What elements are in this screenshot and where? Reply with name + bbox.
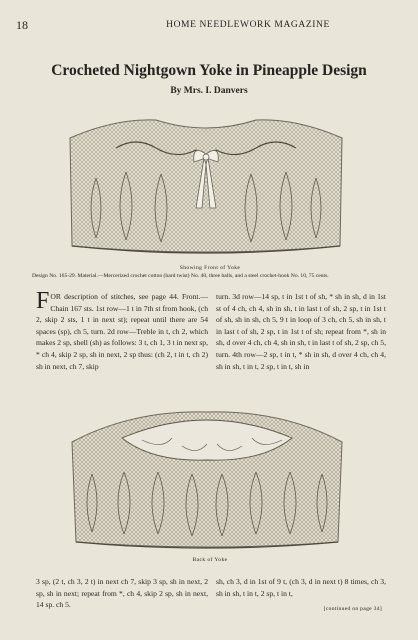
instructions-bottom-right: sh, ch 3, d in 1st of 9 t, (ch 3, d in next t) 8 times, ch 3, sh in sh, t in t, 2 sp, t in t, (216, 577, 386, 598)
instructions-left-column (36, 288, 208, 372)
back-yoke-caption: Back of Yoke (192, 557, 228, 563)
article-title: Crocheted Nightgown Yoke in Pineapple Design (51, 62, 367, 79)
front-yoke-caption: Showing Front of Yoke (179, 265, 241, 271)
continued-note: [continued on page 34] (323, 606, 382, 612)
instructions-bottom-left: 3 sp, (2 t, ch 3, 2 t) in next ch 7, skip 3 sp, sh in next, 2 sp, sh in next; repeat from *, ch 4, skip 2 sp, sh in next, 14 sp. ch 5. (36, 577, 208, 610)
running-header: HOME NEEDLEWORK MAGAZINE (166, 20, 330, 30)
instructions-left-text: OR description of stitches, see page 44. Front.—Chain 167 sts. 1st row—1 t in 7th st from hook, (ch 2, skip 2 sts, 1 t in next st); repeat until there are 54 spaces (sp), ch 5, turn. 2d row—Treble in t, ch 2, which makes 2 sp, shell (sh) as follows: 3 t, ch 1, 3 t in next sp, * ch 4, skip 2 sp, sh in next, 2 sp thus: (ch 2, t in t, ch 2) sh in next, ch 7, skip (36, 292, 208, 371)
page-number: 18 (16, 18, 28, 32)
back-yoke-photo (62, 402, 352, 552)
front-yoke-photo (56, 108, 356, 263)
article-byline: By Mrs. I. Danvers (170, 86, 248, 96)
instructions-right-column: turn. 3d row—14 sp, t in 1st t of sh, * sh in sh, d in 1st st of 4 ch, ch 4, sh in sh, t in last t of sh, 2 sp, t in 1st t of sh, sh in sh, ch 5, 9 t in loop of 3 ch, ch 5, sh in sh, t in last t of sh, 2 sp, t in 1st t of sh; repeat from *, sh in sh, d over 4 ch, ch 4, sh in sh, t in last t of sh, 2 sp, ch 5, turn. 4th row—2 sp, t in t, * sh in sh, d over 4 ch, ch 4, sh in sh, t in t, 2 sp, t in t, sh in (216, 292, 387, 371)
design-note: Design No. 165-29. Material.—Mercerized crochet cotton (hard twist) No. 40, three balls, and a steel crochet-hook No. 10, 75 cents. (32, 273, 329, 279)
drop-cap: F (36, 288, 50, 314)
